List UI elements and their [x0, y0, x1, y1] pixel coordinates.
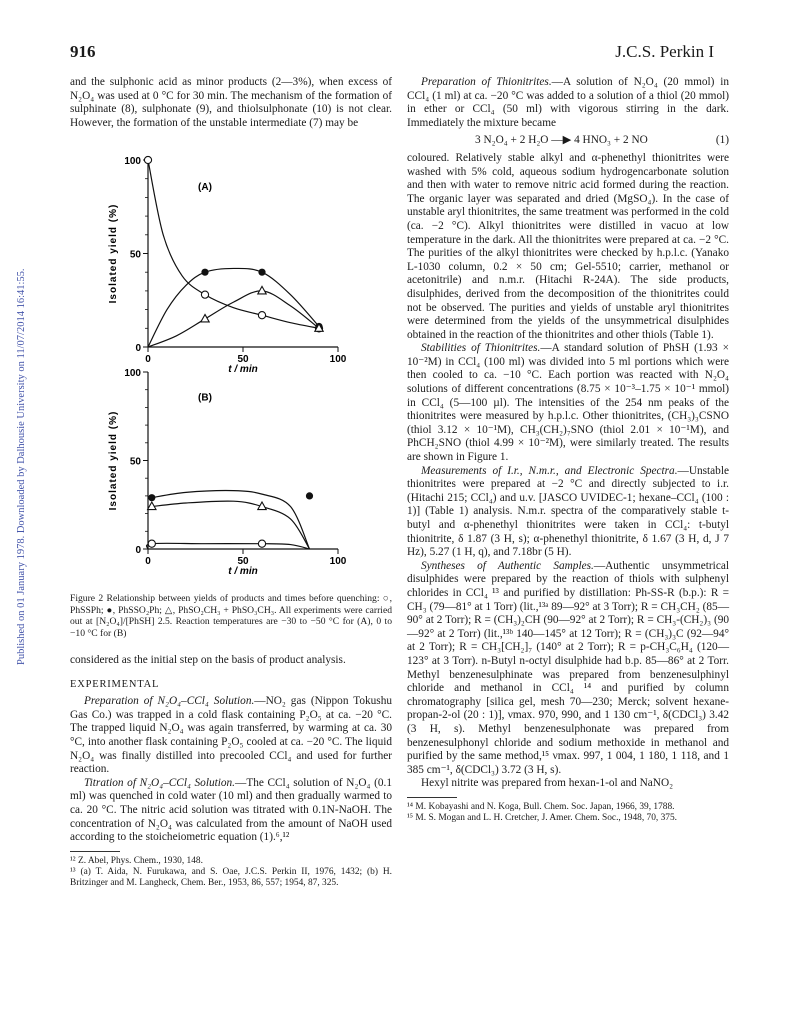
download-sidebar [4, 215, 27, 665]
y-tick-label: 0 [135, 545, 141, 556]
data-point-open-circle [148, 540, 155, 547]
hexyl-nitrite-paragraph: Hexyl nitrite was prepared from hexan-1-ol and NaNO₂ [421, 777, 674, 790]
syntheses-paragraph [407, 560, 729, 778]
curve-open-circle [148, 160, 319, 328]
data-point-open-triangle [201, 314, 209, 322]
equation-text: 3 N₂O₄ + 2 H₂O —▶ 4 HNO₃ + 2 NO [475, 134, 648, 147]
data-point-filled-circle [306, 492, 313, 499]
curve-open-triangle [152, 501, 310, 549]
left-column [70, 76, 392, 130]
footnote-15: ¹⁵ M. S. Mogan and L. H. Cretcher, J. Amer. Chem. Soc., 1948, 70, 375. [407, 813, 678, 824]
x-tick-label: 0 [145, 354, 151, 365]
page-number: 916 [70, 42, 96, 61]
y-tick-label: 50 [129, 249, 141, 261]
experimental-heading: EXPERIMENTAL [70, 678, 160, 690]
y-tick-label: 0 [135, 343, 141, 354]
figure-caption [70, 593, 392, 639]
x-tick-label: 50 [237, 556, 249, 567]
thionitrite-prep-continued: coloured. Relatively stable alkyl and α-phenethyl thionitrites were washed with 5% cold, aqueous sodium hydrogencarbonate solution and then with water to remove nitric acid formed during the reaction. The organic layer was separated and dried (MgSO₄). In the case of unstable aryl thionitrites, the same treatment was performed in the cold (ca. −2 °C). Alkyl thionitrites were distilled in vacuo at low temperature in the dark. All the thionitrites were prepared at ca. −2 °C. The purities of the alkyl thionitrites were checked by h.p.l.c. (Yanako L-1030 column, 0.2 × 50 cm; Gel-5510; carrier, methanol or acetonitrile) and n.m.r. (Hitachi R-24A). The side products, disulphides, derived from the decomposition of the thionitrites could not be observed. The purities and yields of unstable aryl thionitrites were determined from the yields of the unsymmetrical disulphides obtained in the reaction of the thionitrites and other thiols (Table 1). [407, 151, 729, 341]
x-tick-label: 0 [145, 556, 151, 567]
data-point-open-circle [258, 540, 265, 547]
after-figure-paragraph: considered as the initial step on the basis of product analysis. [70, 654, 346, 666]
left-column-body [70, 654, 392, 889]
titration-text: —The CCl₄ solution of N₂O₄ (0.1 ml) was quenched in cold water (10 ml) and then gradually warmed to ca. 20 °C. The nitric acid solution was titrated with 0.1N-NaOH. The concentration of N₂O₄ was calculated from the amount of NaOH used according to the stoicheiometric equation (1).⁶,¹² [70, 776, 392, 844]
curve-filled-circle [152, 491, 310, 549]
figure-marks [144, 156, 323, 549]
titration-title: Titration of N₂O₄–CCl₄ Solution. [84, 776, 236, 789]
stabilities-paragraph [407, 342, 729, 464]
data-point-open-circle [144, 156, 151, 163]
figure-2 [70, 152, 392, 594]
titration-paragraph [70, 777, 392, 845]
figure-axes [108, 156, 347, 577]
y-tick-label: 100 [124, 156, 141, 167]
y-tick-label: 100 [124, 368, 141, 379]
thionitrite-prep-title: Preparation of Thionitrites. [421, 76, 552, 88]
data-point-open-circle [201, 291, 208, 298]
download-notice[interactable]: Published on 01 January 1978. Downloaded by Dalhousie University on 11/07/2014 16:41:55. [16, 268, 27, 665]
curve-open-circle [147, 543, 310, 549]
equation-1 [407, 134, 729, 148]
data-point-filled-circle [148, 494, 155, 501]
thionitrite-prep-text: —A solution of N₂O₄ (20 mmol) in CCl₄ (1 ml) at ca. −20 °C was added to a solution of a thiol (20 mmol) in ether or CCl₄ (50 ml) with vigorous stirring in the dark. Immediately the mixture became [407, 76, 729, 129]
footnote-rule-right [407, 797, 457, 798]
footnote-14: ¹⁴ M. Kobayashi and N. Koga, Bull. Chem. Soc. Japan, 1966, 39, 1788. [407, 801, 675, 812]
panel-label: (B) [198, 392, 212, 404]
x-tick-label: 100 [329, 354, 347, 365]
footnote-13: ¹³ (a) T. Aida, N. Furukawa, and S. Oae, J.C.S. Perkin II, 1976, 1432; (b) H. Britzinger and M. Langheck, Chem. Ber., 1953, 86, 557; 1954, 87, 325. [70, 866, 392, 889]
data-point-open-triangle [258, 286, 266, 294]
prep-n2o4-paragraph [70, 695, 392, 777]
x-axis-label: t / min [228, 566, 258, 577]
equation-number: (1) [715, 134, 729, 147]
x-axis-label: t / min [228, 364, 258, 375]
stabilities-title: Stabilities of Thionitrites. [421, 342, 541, 355]
x-tick-label: 100 [329, 556, 347, 567]
figure-caption-text: Figure 2 Relationship between yields of products and times before quenching: ○, PhSSPh; ●, PhSSO₂Ph; △, PhSO₂CH₃ + PhSO₃CH₃. All experiments were carried out at [N₂O₄]/[PhSH] 2.5. Reaction temperatures are −30 to −50 °C for (A), 0 to −10 °C for (B) [70, 593, 392, 639]
y-axis-label: Isolated yield (%) [108, 410, 119, 511]
journal-name: J.C.S. Perkin I [615, 42, 714, 61]
thionitrite-prep-paragraph [407, 76, 729, 130]
measurements-text: —Unstable thionitrites were prepared at −2 °C and directly subjected to i.r. (Hitachi 215; CCl₄) and u.v. [JASCO UVIDEC-1; hexane–CCl₄ (100 : 1)] (Table 1) analysis. N.m.r. spectra of the comparatively stable t-butyl and α-phenethyl thionitrites were taken in CCl₄: t-butyl thionitrite, δ 1.87 (3 H, s); α-phenethyl thionitrite, δ 1.67 (3 H, d, J 7 Hz), 5.27 (1 H, q), and 7.18br (5 H). [407, 464, 729, 559]
data-point-filled-circle [201, 269, 208, 276]
y-axis-label: Isolated yield (%) [108, 203, 119, 304]
measurements-paragraph [407, 465, 729, 560]
panel-label: (A) [198, 181, 212, 193]
stabilities-text: —A standard solution of PhSH (1.93 × 10⁻²M) in CCl₄ (100 ml) was divided into 5 ml portions which were then cooled to ca. −10 °C. Each portion was reacted with N₂O₄ solutions of different concentrations (8.75 × 10⁻³–1.75 × 10⁻¹ mmol) in CCl₄ (5—100 µl). The intensities of the 254 nm peaks of the thionitrites were measured by h.p.l.c. Other thionitrites, (CH₃)₃CSNO (thiol 3.12 × 10⁻¹M), CH₃(CH₂)₇SNO (thiol 2.01 × 10⁻¹M), and PhCH₂SNO (thiol 4.99 × 10⁻²M), were similarly treated. The results are shown in Figure 1. [407, 342, 729, 464]
data-point-open-circle [258, 312, 265, 319]
syntheses-text: —Authentic unsymmetrical disulphides were prepared by the reaction of thiols with sulphenyl chlorides in CCl₄ ¹³ and purified by distillation: Ph-SS-R (b.p.): R = CH₃ (79—81° at 1 Torr) (lit.,¹³ᵃ 89—92° at 3 Torr); R = CH₃CH₂ (85—90° at 2 Torr); R = (CH₃)₂CH (90—92° at 2 Torr); R = CH₃-(CH₂)₃ (90—92° at 2 Torr) (lit.,¹³ᵇ 140—145° at 12 Torr); R = (CH₃)₃C (92—94° at 2 Torr); R = CH₃[CH₂]₇ (140° at 2 Torr); R = p-CH₃C₆H₄ (120—123° at 3 Torr). n-Butyl n-octyl disulphide had b.p. 85—86° at 2 Torr. Methyl benzenesulphinate was prepared from benzenesulphinyl chloride and methanol in CCl₄ ¹⁴ and purified by column chromatography [silica gel, mesh 70—230; Merck; solvent hexane-propan-2-ol (20 : 1)], νmax. 970, 990, and 1 130 cm⁻¹, δ(CDCl₃) 3.42 (3 H, s). Methyl benzenesulphonate was prepared from benzenesulphonyl chloride and sodium methoxide in methanol and purified by the same method,¹⁵ νmax. 997, 1 004, 1 180, 1 118, and 1 385 cm⁻¹, δ(CDCl₃) 3.72 (3 H, s). [407, 559, 729, 776]
syntheses-title: Syntheses of Authentic Samples. [421, 559, 594, 572]
footnote-rule [70, 851, 120, 852]
x-tick-label: 50 [237, 354, 249, 365]
right-column [407, 76, 729, 824]
intro-paragraph: and the sulphonic acid as minor products (2—3%), when excess of N₂O₄ was used at 0 °C for 30 min. The mechanism of the formation of sulphinate (8), sulphonate (9), and thiolsulphonate (10) is not clear. However, the formation of the unstable intermediate (7) may be [70, 76, 392, 129]
data-point-filled-circle [258, 269, 265, 276]
measurements-title: Measurements of I.r., N.m.r., and Electronic Spectra. [421, 464, 678, 477]
prep-n2o4-title: Preparation of N₂O₄–CCl₄ Solution. [84, 695, 255, 708]
y-tick-label: 50 [129, 456, 141, 468]
footnote-12: ¹² Z. Abel, Phys. Chem., 1930, 148. [70, 855, 203, 866]
prep-n2o4-text: —NO₂ gas (Nippon Tokushu Gas Co.) was trapped in a cold flask containing P₂O₅ at ca. −20 °C. The trapped liquid N₂O₄ was again transferred, by warming at ca. 30 °C, into another flask containing P₂O₅ cooled at ca. −20 °C. The liquid N₂O₄ was finally distilled into precooled CCl₄ and used for further reaction. [70, 695, 392, 776]
